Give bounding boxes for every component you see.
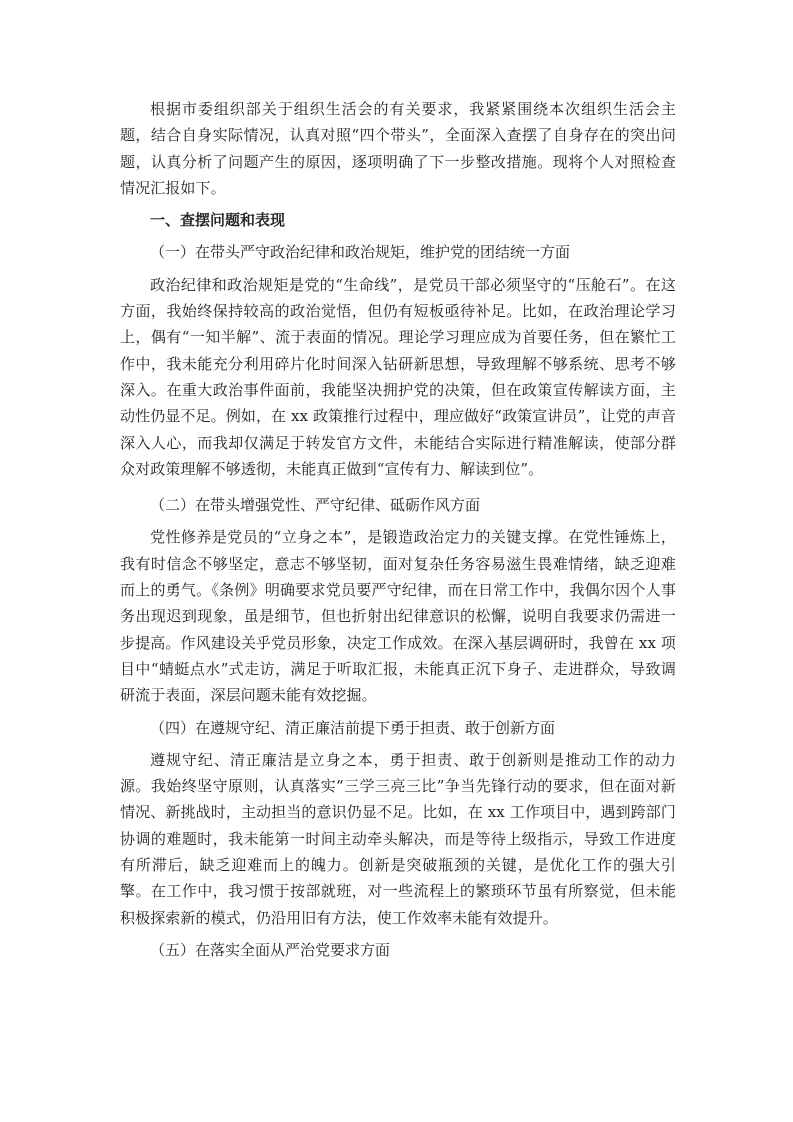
subsection-heading-1: （一）在带头严守政治纪律和政治规矩，维护党的团结统一方面	[150, 243, 571, 262]
intro-paragraph: 根据市委组织部关于组织生活会的有关要求，我紧紧围绕本次组织生活会主题，结合自身实际情况，认真对照“四个带头”，全面深入查摆了自身存在的突出问题，认真分析了问题产生的原因，逐项明确了下一步整改措施。现将个人对照检查情况汇报如下。	[120, 100, 676, 197]
subsection-body-4: 遵规守纪、清正廉洁是立身之本，勇于担责、敢于创新则是推动工作的动力源。我始终坚守原则，认真落实“三学三亮三比”争当先锋行动的要求，但在面对新情况、新挑战时，主动担当的意识仍显不足。比如，在 xx 工作项目中，遇到跨部门协调的难题时，我未能第一时间主动牵头解决，而是等待上级指示，导致工作进度有所滞后，缺乏迎难而上的魄力。创新是突破瓶颈的关键，是优化工作的强大引擎。在工作中，我习惯于按部就班，对一些流程上的繁琐环节虽有所察觉，但未能积极探索新的模式，仍沿用旧有方法，使工作效率未能有效提升。	[120, 750, 676, 927]
subsection-body-1: 政治纪律和政治规矩是党的“生命线”，是党员干部必须坚守的“压舱石”。在这方面，我始终保持较高的政治觉悟，但仍有短板亟待补足。比如，在政治理论学习上，偶有“一知半解”、流于表面的情况。理论学习理应成为首要任务，但在繁忙工作中，我未能充分利用碎片化时间深入钻研新思想，导致理解不够系统、思考不够深入。在重大政治事件面前，我能坚决拥护党的决策，但在政策宣传解读方面，主动性仍显不足。例如，在 xx 政策推行过程中，理应做好“政策宣讲员”，让党的声音深入人心，而我却仅满足于转发官方文件，未能结合实际进行精准解读，使部分群众对政策理解不够透彻，未能真正做到“宣传有力、解读到位”。	[120, 275, 676, 478]
document-page	[120, 96, 676, 963]
subsection-heading-5: （五）在落实全面从严治党要求方面	[150, 940, 391, 959]
subsection-body-2: 党性修养是党员的“立身之本”，是锻造政治定力的关键支撑。在党性锤炼上，我有时信念不够坚定，意志不够坚韧，面对复杂任务容易滋生畏难情绪，缺乏迎难而上的勇气。《条例》明确要求党员要严守纪律，而在日常工作中，我偶尔因个人事务出现迟到现象，虽是细节，但也折射出纪律意识的松懈，说明自我要求仍需进一步提高。作风建设关乎党员形象，决定工作成效。在深入基层调研时，我曾在 xx 项目中“蜻蜓点水”式走访，满足于听取汇报，未能真正沉下身子、走进群众，导致调研流于表面，深层问题未能有效挖掘。	[120, 528, 676, 705]
section-heading: 一、查摆问题和表现	[150, 211, 286, 230]
subsection-heading-4: （四）在遵规守纪、清正廉洁前提下勇于担责、敢于创新方面	[150, 718, 556, 737]
subsection-heading-2: （二）在带头增强党性、严守纪律、砥砺作风方面	[150, 496, 481, 515]
